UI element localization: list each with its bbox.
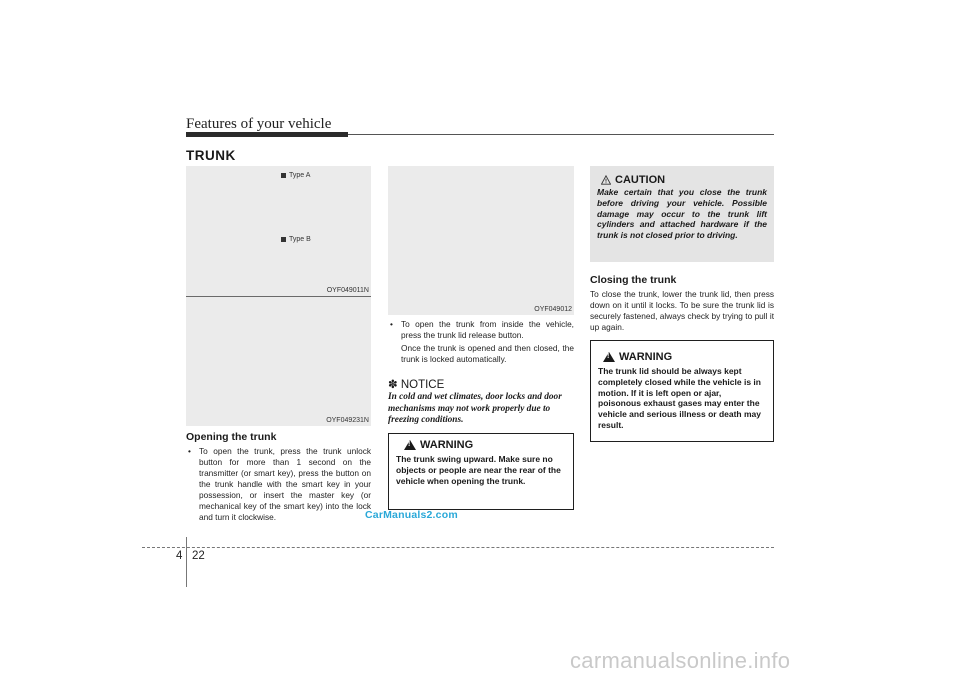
list-item: • To open the trunk from inside the vehicle, press the trunk lid release button. xyxy=(390,319,574,340)
warning-text: The trunk lid should be always kept completely closed while the vehicle is in motion. If it is left open or ajar, poisonous exhaust gases may enter the vehicle and serious illness or death may result. xyxy=(598,366,761,430)
opening-text xyxy=(186,446,371,523)
warning-title: WARNING xyxy=(619,351,673,363)
caution-icon xyxy=(601,175,611,185)
warning-title: WARNING xyxy=(420,439,474,451)
footer-rule xyxy=(142,547,774,548)
trunk-image-key xyxy=(186,296,371,426)
page-number: 22 xyxy=(192,550,205,562)
site-footer-watermark: carmanualsonline.info xyxy=(570,648,791,673)
section-title: TRUNK xyxy=(186,148,236,163)
closing-heading: Closing the trunk xyxy=(590,274,677,286)
notice-text: In cold and wet climates, door locks and door mechanisms may not work properly due to freezing conditions. xyxy=(388,392,562,425)
chapter-number: 4 xyxy=(176,550,183,562)
inside-release-text xyxy=(388,319,574,365)
type-b-label: Type B xyxy=(281,236,311,243)
square-bullet-icon xyxy=(281,237,286,242)
image-code: OYF049231N xyxy=(326,417,369,424)
warning-box-trunk-swing xyxy=(388,433,574,510)
opening-heading: Opening the trunk xyxy=(186,431,277,443)
image-code: OYF049012 xyxy=(534,306,572,313)
closing-text: To close the trunk, lower the trunk lid, then press down on it until it locks. To be sure the trunk lid is securely fastened, always check by trying to pull it up again. xyxy=(590,289,774,332)
caution-title: CAUTION xyxy=(615,174,666,186)
trunk-release-image xyxy=(388,166,574,315)
auto-lock-text: Once the trunk is opened and then closed, the trunk is locked automatically. xyxy=(401,343,574,364)
header-bar xyxy=(186,132,348,137)
caution-text: Make certain that you close the trunk before driving your vehicle. Possible damage may occur to the trunk lift cylinders and attached hardware if the trunk is not closed prior to driving. xyxy=(597,187,767,241)
footer-divider xyxy=(186,537,187,587)
square-bullet-icon xyxy=(281,173,286,178)
warning-text: The trunk swing upward. Make sure no objects or people are near the rear of the vehicle when opening the trunk. xyxy=(396,454,561,486)
header-rule xyxy=(348,134,774,135)
page-header-title: Features of your vehicle xyxy=(186,116,332,132)
caution-box xyxy=(590,166,774,262)
trunk-image-type-a-b xyxy=(186,166,371,296)
warning-icon xyxy=(404,440,416,450)
warning-box-trunk-lid xyxy=(590,340,774,442)
image-code: OYF049011N xyxy=(326,287,369,294)
watermark-link[interactable]: CarManuals2.com xyxy=(365,509,458,521)
notice-title: ✽ NOTICE xyxy=(388,379,445,391)
warning-icon xyxy=(603,352,615,362)
list-item: • To open the trunk, press the trunk unlock button for more than 1 second on the transmitter (or smart key), press the button on the trunk handle with the smart key in your possession, or insert the master key (or mechanical key of the smart key) into the lock and turn it clockwise. xyxy=(188,446,371,522)
type-a-label: Type A xyxy=(281,172,310,179)
